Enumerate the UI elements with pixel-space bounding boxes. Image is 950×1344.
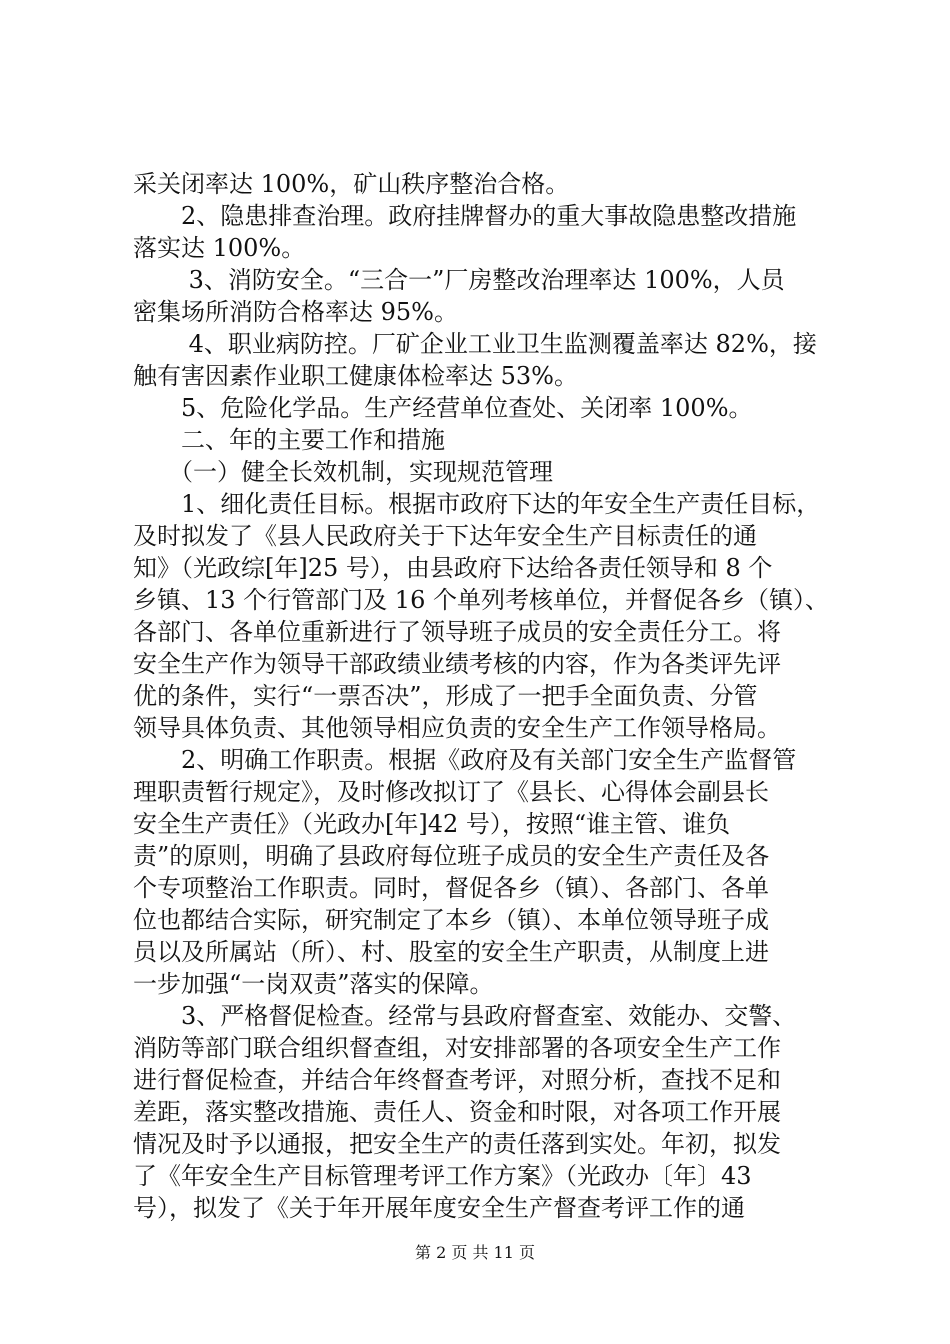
text-line: 采关闭率达 100%，矿山秩序整治合格。 <box>133 170 570 198</box>
text-line: 2、明确工作职责。根据《政府及有关部门安全生产监督管 <box>133 746 797 774</box>
text-line: 进行督促检查，并结合年终督查考评，对照分析，查找不足和 <box>133 1066 781 1094</box>
text-line: 落实达 100%。 <box>133 234 306 262</box>
text-line: 知》（光政综[年]25 号），由县政府下达给各责任领导和 8 个 <box>133 554 773 582</box>
text-line: 安全生产责任》（光政办[年]42 号），按照“谁主管、谁负 <box>133 810 731 838</box>
text-line: 了《年安全生产目标管理考评工作方案》（光政办〔年〕43 <box>133 1162 752 1190</box>
page-number: 第 2 页 共 11 页 <box>415 1243 535 1262</box>
text-line: 号），拟发了《关于年开展年度安全生产督查考评工作的通 <box>133 1194 745 1222</box>
document-body <box>133 168 833 1224</box>
text-line: 密集场所消防合格率达 95%。 <box>133 298 458 326</box>
text-line: 一步加强“一岗双责”落实的保障。 <box>133 970 494 998</box>
text-line: 5、危险化学品。生产经营单位查处、关闭率 100%。 <box>133 394 753 422</box>
text-line: 员以及所属站（所）、村、股室的安全生产职责，从制度上进 <box>133 938 769 966</box>
text-line: 1、细化责任目标。根据市政府下达的年安全生产责任目标， <box>133 490 821 518</box>
text-line: 差距，落实整改措施、责任人、资金和时限，对各项工作开展 <box>133 1098 781 1126</box>
text-line: 责”的原则，明确了县政府每位班子成员的安全生产责任及各 <box>133 842 770 870</box>
section-heading: 二、年的主要工作和措施 <box>133 426 445 454</box>
text-line: 个专项整治工作职责。同时，督促各乡（镇）、各部门、各单 <box>133 874 769 902</box>
page-footer <box>0 1243 950 1263</box>
text-line: 2、隐患排查治理。政府挂牌督办的重大事故隐患整改措施 <box>133 202 797 230</box>
text-line: 消防等部门联合组织督查组，对安排部署的各项安全生产工作 <box>133 1034 781 1062</box>
text-line: 乡镇、13 个行管部门及 16 个单列考核单位，并督促各乡（镇）、 <box>133 586 829 614</box>
subsection-heading: （一）健全长效机制，实现规范管理 <box>133 458 553 486</box>
text-line: 触有害因素作业职工健康体检率达 53%。 <box>133 362 578 390</box>
text-line: 领导具体负责、其他领导相应负责的安全生产工作领导格局。 <box>133 714 781 742</box>
text-line: 3、消防安全。“三合一”厂房整改治理率达 100%，人员 <box>133 266 785 294</box>
text-line: 及时拟发了《县人民政府关于下达年安全生产目标责任的通 <box>133 522 757 550</box>
text-line: 位也都结合实际，研究制定了本乡（镇）、本单位领导班子成 <box>133 906 769 934</box>
text-line: 4、职业病防控。厂矿企业工业卫生监测覆盖率达 82%，接 <box>133 330 817 358</box>
text-line: 安全生产作为领导干部政绩业绩考核的内容，作为各类评先评 <box>133 650 781 678</box>
text-line: 理职责暂行规定》，及时修改拟订了《县长、心得体会副县长 <box>133 778 769 806</box>
text-line: 优的条件，实行“一票否决”，形成了一把手全面负责、分管 <box>133 682 758 710</box>
text-line: 各部门、各单位重新进行了领导班子成员的安全责任分工。将 <box>133 618 781 646</box>
text-line: 3、严格督促检查。经常与县政府督查室、效能办、交警、 <box>133 1002 797 1030</box>
text-line: 情况及时予以通报，把安全生产的责任落到实处。年初，拟发 <box>133 1130 781 1158</box>
